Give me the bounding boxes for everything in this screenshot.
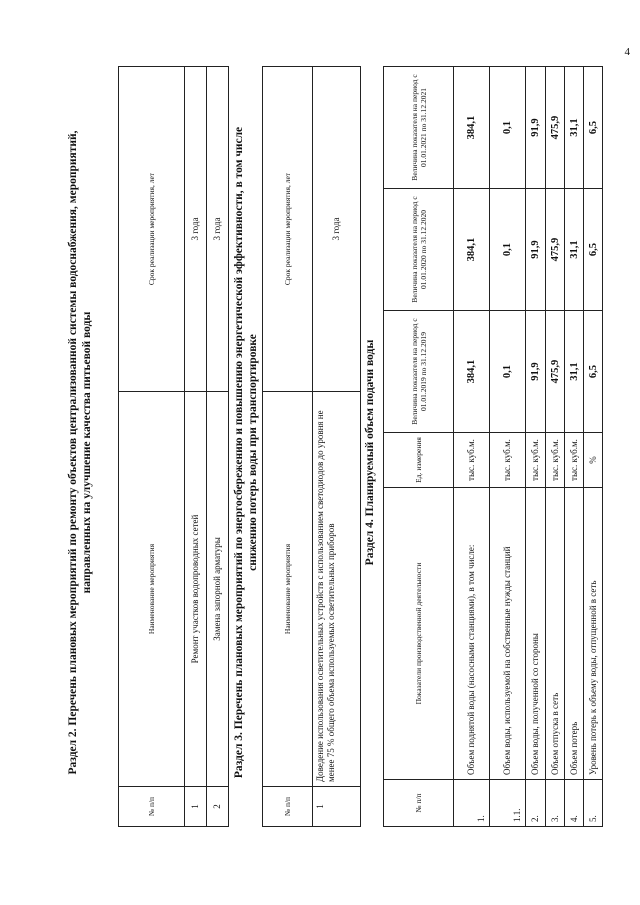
row-value-2020: 6,5 — [584, 189, 603, 311]
section3-table — [262, 66, 361, 827]
col-header-2020: Величина показателя на период с 01.01.2020 по 31.12.2020 — [384, 189, 454, 311]
col-header-term: Срок реализации мероприятия, лет — [263, 67, 313, 392]
row-value-2020: 475,9 — [546, 189, 565, 311]
row-unit: % — [584, 433, 603, 488]
section2-header-row — [119, 67, 185, 827]
table-row — [526, 67, 546, 827]
section4-title: Раздел 4. Планируемый объем подачи воды — [364, 339, 376, 566]
table-row — [565, 67, 584, 827]
row-value-2020: 91,9 — [526, 189, 546, 311]
table-row — [584, 67, 603, 827]
row-value-2020: 31,1 — [565, 189, 584, 311]
row-indicator: Уровень потерь к объему воды, отпущенной в сеть — [584, 488, 603, 780]
col-header-unit: Ед. измерения — [384, 433, 454, 488]
row-value-2021: 475,9 — [546, 67, 565, 189]
table-row — [313, 67, 361, 827]
row-number: 1. — [454, 780, 490, 827]
row-value-2021: 91,9 — [526, 67, 546, 189]
table-row — [454, 67, 490, 827]
col-header-term: Срок реализации мероприятия, лет — [119, 67, 185, 392]
table-row — [207, 67, 229, 827]
row-indicator: Объем воды, используемой на собственные нужды станций — [490, 488, 526, 780]
row-value-2021: 0,1 — [490, 67, 526, 189]
section3-title-line1: Раздел 3. Перечень плановых мероприятий по энергосбережению и повышению энергетической эффективности, в том числе — [233, 126, 245, 779]
row-term: 3 года — [313, 67, 361, 392]
section2-table — [118, 66, 229, 827]
col-header-number: № п/п — [263, 787, 313, 827]
col-header-name: Наименование мероприятия — [263, 392, 313, 787]
row-unit: тыс. куб.м. — [454, 433, 490, 488]
row-indicator: Объем поднятой воды (насосными станциями), в том числе: — [454, 488, 490, 780]
row-value-2019: 0,1 — [490, 311, 526, 433]
col-header-indicator: Показатели производственной деятельности — [384, 488, 454, 780]
table-row — [490, 67, 526, 827]
row-number: 1.1. — [490, 780, 526, 827]
section3-header-row — [263, 67, 313, 827]
row-value-2021: 6,5 — [584, 67, 603, 189]
row-unit: тыс. куб.м. — [490, 433, 526, 488]
row-unit: тыс. куб.м. — [565, 433, 584, 488]
row-indicator: Объем отпуска в сеть — [546, 488, 565, 780]
row-name: Доведение использования осветительных устройств с использованием светодиодов до уровня не менее 75 % общего объема используемых осветительных приборов — [313, 392, 361, 787]
row-number: 2 — [207, 787, 229, 827]
row-name: Замена запорной арматуры — [207, 392, 229, 787]
row-indicator: Объем воды, полученной со стороны — [526, 488, 546, 780]
row-value-2019: 384,1 — [454, 311, 490, 433]
row-unit: тыс. куб.м. — [546, 433, 565, 488]
row-value-2019: 91,9 — [526, 311, 546, 433]
section4-table — [383, 66, 603, 827]
row-value-2019: 31,1 — [565, 311, 584, 433]
row-value-2019: 6,5 — [584, 311, 603, 433]
row-term: 3 года — [207, 67, 229, 392]
row-term: 3 года — [185, 67, 207, 392]
table-row — [185, 67, 207, 827]
col-header-name: Наименование мероприятия — [119, 392, 185, 787]
section4-header-row — [384, 67, 454, 827]
table-row — [546, 67, 565, 827]
row-unit: тыс. куб.м. — [526, 433, 546, 488]
row-name: Ремонт участков водопроводных сетей — [185, 392, 207, 787]
row-number: 1 — [185, 787, 207, 827]
col-header-number: № п/п — [384, 780, 454, 827]
row-value-2020: 0,1 — [490, 189, 526, 311]
section2-title — [66, 0, 94, 905]
col-header-number: № п/п — [119, 787, 185, 827]
row-number: 1 — [313, 787, 361, 827]
section3-title — [232, 0, 260, 905]
section2-title-line2: направленных на улучшение качества питьевой воды — [81, 311, 93, 594]
row-value-2020: 384,1 — [454, 189, 490, 311]
row-value-2019: 475,9 — [546, 311, 565, 433]
row-number: 5. — [584, 780, 603, 827]
col-header-2021: Величина показателя на период с 01.01.2021 по 31.12.2021 — [384, 67, 454, 189]
section3-title-line2: снижению потерь воды при транспортировке — [247, 334, 259, 571]
row-indicator: Объем потерь — [565, 488, 584, 780]
section2-title-line1: Раздел 2. Перечень плановых мероприятий по ремонту объектов централизованной системы водоснабжения, мероприятий, — [67, 130, 79, 775]
page-number: 4 — [624, 46, 630, 58]
row-value-2021: 31,1 — [565, 67, 584, 189]
row-number: 4. — [565, 780, 584, 827]
col-header-2019: Величина показателя на период с 01.01.2019 по 31.12.2019 — [384, 311, 454, 433]
row-number: 2. — [526, 780, 546, 827]
row-value-2021: 384,1 — [454, 67, 490, 189]
row-number: 3. — [546, 780, 565, 827]
